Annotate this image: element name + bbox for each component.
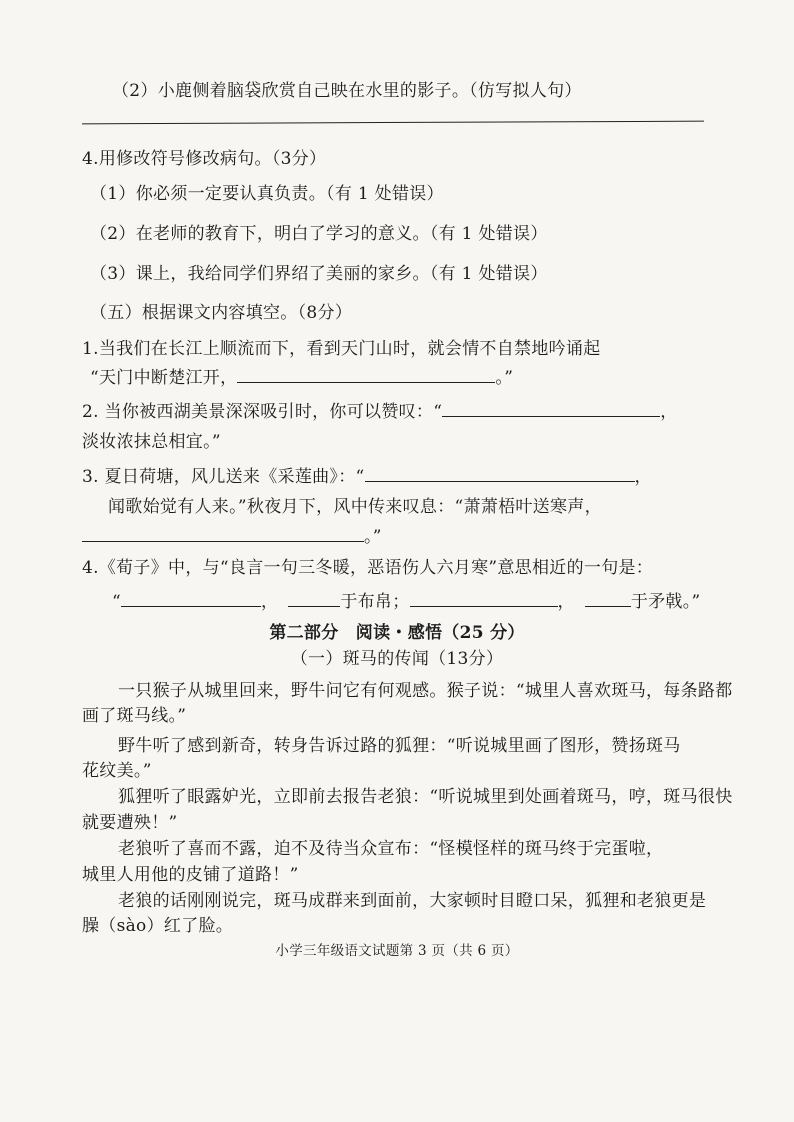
story-paragraph-4-line2: 城里人用他的皮铺了道路！” (82, 865, 299, 885)
fill-q2-blank[interactable] (442, 400, 660, 417)
q4-item-3: （3）课上，我给同学们界绍了美丽的家乡。（有 1 处错误） (90, 264, 548, 284)
fill-q2-text-a: 2. 当你被西湖美景深深吸引时，你可以赞叹：“ (82, 402, 443, 422)
fill-q3-line2: 闻歌始觉有人来。”秋夜月下，风中传来叹息：“萧萧梧叶送寒声， (108, 497, 602, 517)
story-paragraph-2-line1: 野牛听了感到新奇，转身告诉过路的狐狸：“听说城里画了图形，赞扬斑马 (118, 736, 681, 756)
fill-q1-blank[interactable] (237, 366, 495, 383)
fill-q1-text-a: “天门中断楚江开， (90, 368, 238, 388)
story-paragraph-2-line2: 花纹美。” (82, 761, 152, 781)
fill-q4-text-b: ， (261, 592, 279, 612)
story-paragraph-1-line2: 画了斑马线。” (82, 706, 187, 726)
story-paragraph-4-line1: 老狼听了喜而不露，迫不及待当众宣布：“怪模怪样的斑马终于完蛋啦， (118, 839, 664, 859)
q4-item-2: （2）在老师的教育下，明白了学习的意义。（有 1 处错误） (90, 224, 548, 244)
rewrite-personification-item: （2）小鹿侧着脑袋欣赏自己映在水里的影子。（仿写拟人句） (112, 81, 582, 101)
fill-q1-text-b: 。” (495, 368, 514, 388)
q4-item-1: （1）你必须一定要认真负责。（有 1 处错误） (90, 184, 444, 204)
fill-q4-text-c: 于布帛； (340, 592, 410, 612)
fill-q4-text-e: 于矛戟。” (630, 592, 701, 612)
fill-q4-blank-1[interactable] (121, 590, 261, 607)
fill-q1-line2 (90, 366, 513, 389)
fill-q4-blank-4[interactable] (585, 590, 631, 607)
fill-q3-text-a: 3. 夏日荷塘，风儿送来《采莲曲》：“ (82, 467, 365, 487)
q4-title: 4.用修改符号修改病句。（3分） (82, 149, 327, 169)
fill-q3-line1 (82, 465, 652, 488)
answer-line-rule (82, 121, 704, 125)
fill-q3-blank-2[interactable] (82, 525, 364, 542)
fill-q2-text-b: ， (660, 402, 678, 422)
story-paragraph-3-line1: 狐狸听了眼露妒光，立即前去报告老狼：“听说城里到处画着斑马，哼，斑马很快 (118, 787, 733, 807)
page-footer: 小学三年级语文试题第 3 页（共 6 页） (275, 943, 519, 959)
fill-q3-line3 (82, 525, 382, 548)
fill-q4-blank-2[interactable] (288, 590, 340, 607)
part2-title: 第二部分 阅读・感悟（25 分） (269, 623, 525, 643)
fill-q4-line1: 4.《荀子》中，与“良言一句三冬暖，恶语伤人六月寒”意思相近的一句是： (82, 558, 654, 578)
fill-q2-line1 (82, 400, 678, 423)
story-paragraph-1-line1: 一只猴子从城里回来，野牛问它有何观感。猴子说：“城里人喜欢斑马，每条路都 (118, 681, 733, 701)
fill-q4-line2 (112, 590, 701, 613)
fill-q3-blank-1[interactable] (365, 465, 635, 482)
fill-q1-line1: 1.当我们在长江上顺流而下，看到天门山时，就会情不自禁地吟诵起 (82, 339, 601, 359)
fill-q3-text-c: 。” (364, 527, 382, 547)
story-paragraph-5-line2: 臊（sào）红了脸。 (82, 916, 234, 936)
story-paragraph-3-line2: 就要遭殃！” (82, 813, 178, 833)
section5-title: （五）根据课文内容填空。（8分） (90, 303, 353, 323)
fill-q4-text-d: ， (557, 592, 575, 612)
reading-subtitle: （一）斑马的传闻（13分） (290, 649, 504, 669)
fill-q3-text-b: ， (634, 467, 652, 487)
fill-q4-text-a: “ (112, 592, 121, 612)
fill-q4-blank-3[interactable] (410, 590, 558, 607)
story-paragraph-5-line1: 老狼的话刚刚说完，斑马成群来到面前，大家顿时目瞪口呆，狐狸和老狼更是 (118, 891, 707, 911)
fill-q2-line2: 淡妆浓抹总相宜。” (82, 432, 221, 452)
